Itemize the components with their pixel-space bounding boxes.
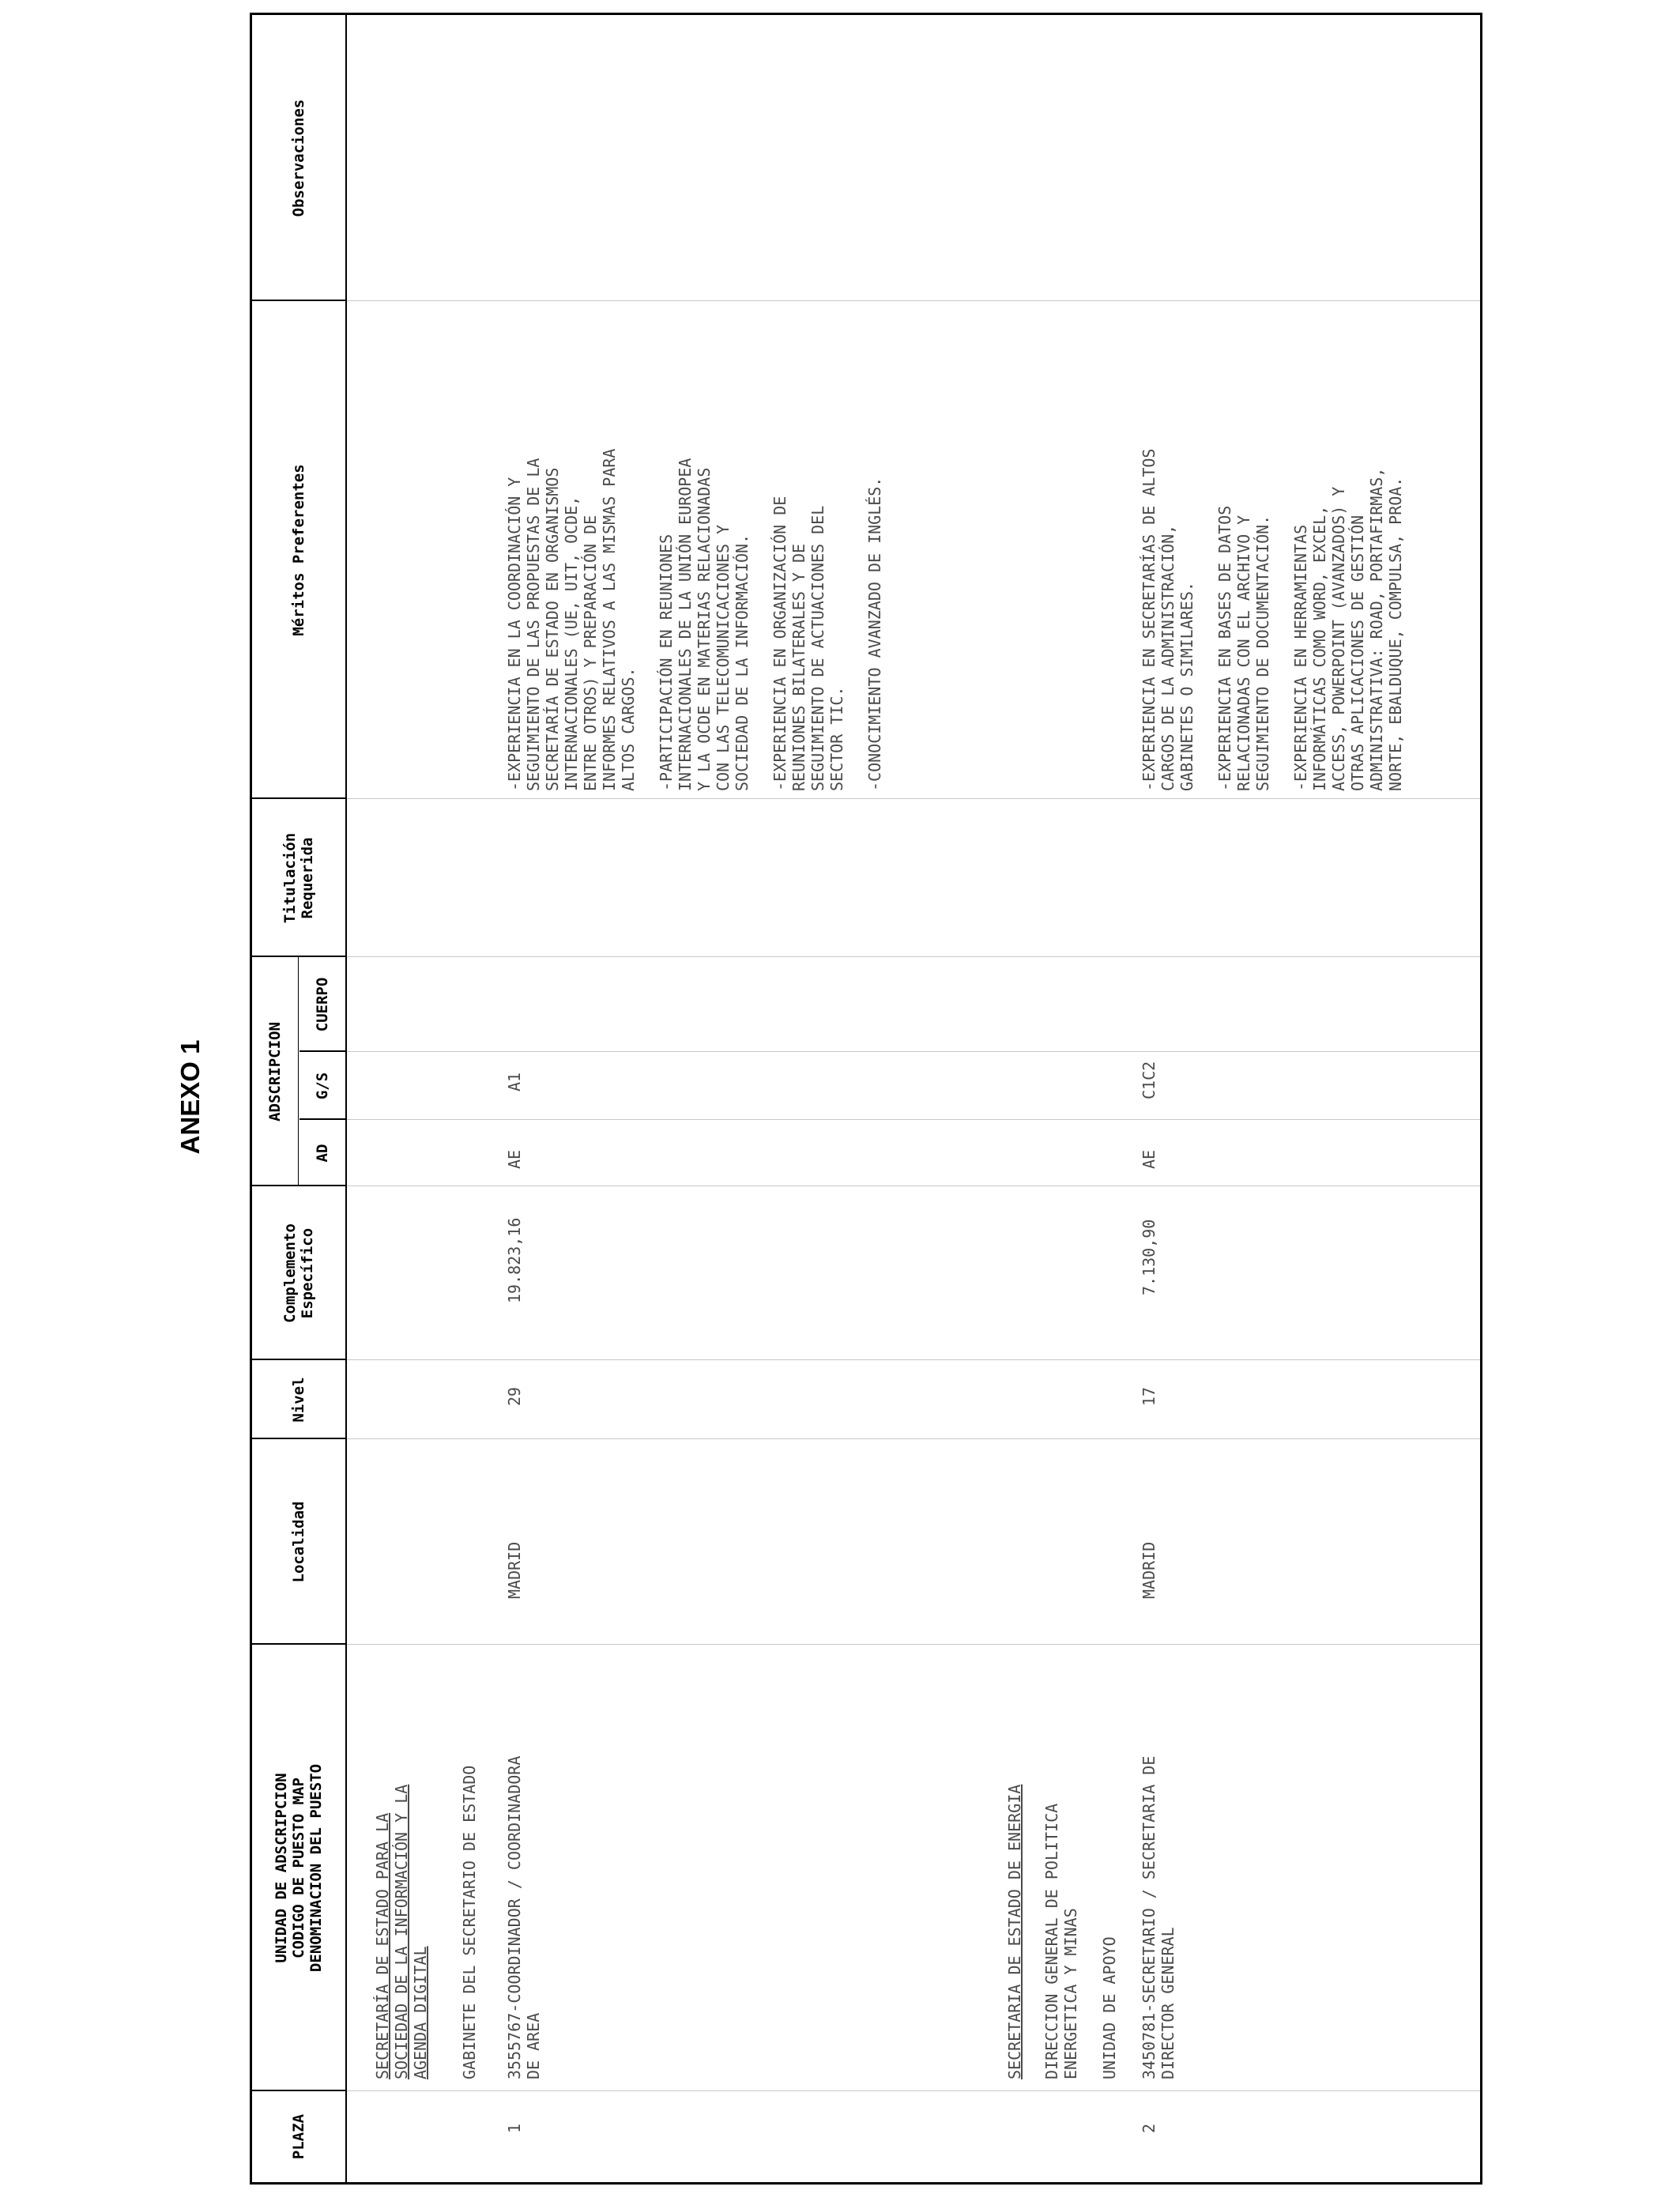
header-plaza: PLAZA <box>290 2113 307 2160</box>
row2-plaza: 2 <box>1139 2123 1158 2133</box>
row2-merito: -EXPERIENCIA EN SECRETARÍAS DE ALTOS CARGOS DE LA ADMINISTRACIÓN, GABINETES O SIMILARES. <box>1139 448 1196 791</box>
positions-table <box>250 13 1482 2185</box>
header-unidad-line: DENOMINACION DEL PUESTO <box>307 1763 325 1973</box>
col-sep <box>347 2090 1480 2091</box>
header-complemento <box>252 1186 345 1360</box>
col-sep <box>347 1644 1480 1645</box>
section1-subunit: GABINETE DEL SECRETARIO DE ESTADO <box>460 1765 479 2079</box>
row1-merito: -CONOCIMIENTO AVANZADO DE INGLÉS. <box>865 477 884 791</box>
row2-nivel: 17 <box>1139 1386 1158 1406</box>
header-titulacion <box>252 799 345 957</box>
row1-gs: A1 <box>505 1072 524 1091</box>
header-ad: AD <box>314 1144 331 1163</box>
row2-gs: C1C2 <box>1139 1061 1158 1099</box>
section2-subunit <box>1042 1804 1080 2079</box>
row2-merito: -EXPERIENCIA EN BASES DE DATOS RELACIONADAS CON EL ARCHIVO Y SEGUIMIENTO DE DOCUMENTACIÓN. <box>1215 505 1272 791</box>
row2-puesto-line: 3450781-SECRETARIO / SECRETARIA DE <box>1139 1755 1158 2079</box>
section2-subunit2: UNIDAD DE APOYO <box>1100 1936 1119 2079</box>
row1-puesto <box>505 1756 543 2079</box>
header-unidad-line: UNIDAD DE ADSCRIPCION <box>273 1773 290 1963</box>
header-unidad-line: CODIGO DE PUESTO MAP <box>290 1777 307 1958</box>
row1-ad: AE <box>505 1149 524 1169</box>
row1-complemento: 19.823,16 <box>505 1217 524 1303</box>
row2-meritos <box>1139 449 1424 791</box>
section1-unit-line: SECRETARÍA DE ESTADO PARA LA <box>373 1812 392 2079</box>
row1-merito: -PARTICIPACIÓN EN REUNIONES INTERNACIONALES DE LA UNIÓN EUROPEA Y LA OCDE EN MATERIAS RELACIONADAS CON LAS TELECOMUNICACIONES Y SOCIEDAD DE LA INFORMACIÓN. <box>657 458 751 791</box>
header-cuerpo: CUERPO <box>314 977 331 1032</box>
section1-unit-line: SOCIEDAD DE LA INFORMACIÓN Y LA <box>392 1784 411 2079</box>
header-unidad <box>252 1645 345 2091</box>
header-complemento-line: Complemento <box>281 1223 299 1323</box>
adscripcion-rule <box>298 957 299 1186</box>
section2-unit: SECRETARIA DE ESTADO DE ENERGIA <box>1005 1784 1024 2079</box>
page-title: ANEXO 1 <box>175 1039 205 1155</box>
col-sep <box>347 1051 1480 1052</box>
header-localidad: Localidad <box>290 1501 307 1583</box>
header-observaciones: Observaciones <box>290 99 307 217</box>
section2-subunit-line: DIRECCION GENERAL DE POLITICA <box>1042 1803 1061 2079</box>
row1-merito: -EXPERIENCIA EN LA COORDINACIÓN Y SEGUIMIENTO DE LAS PROPUESTAS DE LA SECRETARÍA DE ESTADO EN ORGANISMOS INTERNACIONALES (UE, UIT, OCDE, ENTRE OTROS) Y PREPARACIÓN DE INFORMES RELATIVOS A LAS MISMAS PARA ALTOS CARGOS. <box>505 448 638 791</box>
row1-plaza: 1 <box>505 2123 524 2133</box>
row1-meritos <box>505 449 903 791</box>
row2-ad: AE <box>1139 1149 1158 1169</box>
section1-unit-line: AGENDA DIGITAL <box>411 1946 430 2079</box>
section2-subunit-line: ENERGETICA Y MINAS <box>1061 1908 1080 2079</box>
header-rule <box>345 15 347 2182</box>
col-sep <box>347 1119 1480 1120</box>
header-gs: G/S <box>314 1072 331 1100</box>
row1-localidad: MADRID <box>505 1541 524 1599</box>
row2-puesto-line: DIRECTOR GENERAL <box>1158 1927 1177 2079</box>
col-sep <box>347 300 1480 301</box>
header-nivel: Nivel <box>290 1377 307 1423</box>
header-adscripcion: ADSCRIPCION <box>266 1022 284 1122</box>
row1-puesto-line: 3555767-COORDINADOR / COORDINADORA <box>505 1755 524 2079</box>
header-titulacion-line: Titulación <box>281 832 299 924</box>
row2-puesto <box>1139 1756 1177 2079</box>
header-titulacion-line: Requerida <box>299 837 316 919</box>
row2-localidad: MADRID <box>1139 1541 1158 1599</box>
col-sep <box>347 1438 1480 1439</box>
row1-nivel: 29 <box>505 1386 524 1406</box>
row1-puesto-line: DE AREA <box>524 2012 543 2079</box>
row2-merito: -EXPERIENCIA EN HERRAMIENTAS INFORMÁTICAS COMO WORD, EXCEL, ACCESS, POWERPOINT (AVANZADOS) Y OTRAS APLICACIONES DE GESTIÓN ADMINISTRATIVA: ROAD, PORTAFIRMAS, NORTE, EBALDUQUE, COMPULSA, PROA. <box>1291 467 1405 791</box>
section1-unit <box>373 1785 430 2079</box>
row1-merito: -EXPERIENCIA EN ORGANIZACIÓN DE REUNIONES BILATERALES Y DE SEGUIMIENTO DE ACTUACIONES DEL SECTOR TIC. <box>770 496 846 791</box>
header-meritos: Méritos Preferentes <box>290 464 307 636</box>
col-sep <box>347 798 1480 799</box>
col-sep <box>347 956 1480 957</box>
header-complemento-line: Específico <box>299 1227 316 1319</box>
col-sep <box>347 1359 1480 1360</box>
row2-complemento: 7.130,90 <box>1139 1219 1158 1295</box>
